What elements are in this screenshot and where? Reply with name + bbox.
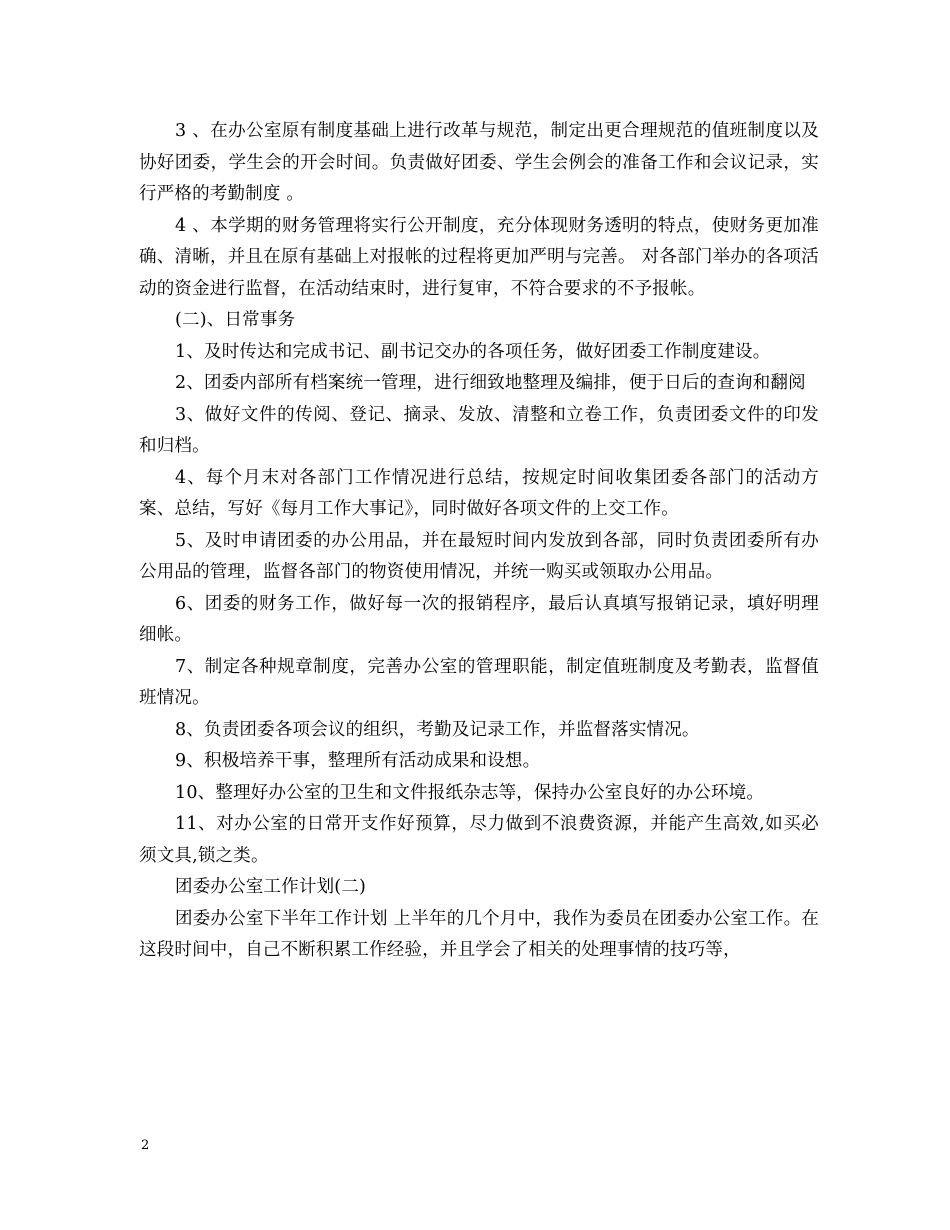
list-item-9: 9、积极培养干事，整理所有活动成果和设想。 [175,751,541,771]
list-item-6: 6、团委的财务工作，做好每一次的报销程序，最后认真填写报销记录，填好明理细帐。 [139,593,819,645]
document-body [139,116,819,967]
paragraph-office-system-reform: 3 、在办公室原有制度基础上进行改革与规范，制定出更合理规范的值班制度以及协好团委，学生会的开会时间。负责做好团委、学生会例会的准备工作和会议记录，实行严格的考勤制度 。 [139,121,819,204]
paragraph-financial-management: 4 、本学期的财务管理将实行公开制度，充分体现财务透明的特点，使财务更加准确、清晰，并且在原有基础上对报帐的过程将更加严明与完善。 对各部门举办的各项活动的资金进行监督，在活动结束时，进行复审，不符合要求的不予报帐。 [139,215,819,299]
list-item-11: 11、对办公室的日常开支作好预算，尽力做到不浪费资源，并能产生高效,如买必须文具,锁之类。 [139,814,819,866]
list-item-7: 7、制定各种规章制度，完善办公室的管理职能，制定值班制度及考勤表，监督值班情况。 [139,656,819,708]
list-item-10: 10、整理好办公室的卫生和文件报纸杂志等，保持办公室良好的办公环境。 [175,782,765,803]
list-item-2: 2、团委内部所有档案统一管理，进行细致地整理及编排，便于日后的查询和翻阅 [175,373,806,393]
section-title-work-plan-two: 团委办公室工作计划(二) [175,877,367,897]
page-number: 2 [141,1138,150,1153]
list-item-8: 8、负责团委各项会议的组织，考勤及记录工作，并监督落实情况。 [175,719,700,740]
list-item-4: 4、每个月末对各部门工作情况进行总结，按规定时间收集团委各部门的活动方案、总结，写好《每月工作大事记》，同时做好各项文件的上交工作。 [139,467,819,519]
section-heading-daily-affairs: (二)、日常事务 [175,310,296,330]
list-item-5: 5、及时申请团委的办公用品，并在最短时间内发放到各部，同时负责团委所有办公用品的管理，监督各部门的物资使用情况，并统一购买或领取办公用品。 [139,530,819,582]
list-item-3: 3、做好文件的传阅、登记、摘录、发放、清整和立卷工作，负责团委文件的印发和归档。 [139,404,819,456]
list-item-1: 1、及时传达和完成书记、副书记交办的各项任务，做好团委工作制度建设。 [175,341,771,362]
paragraph-work-plan-intro: 团委办公室下半年工作计划 上半年的几个月中，我作为委员在团委办公室工作。在这段时间中，自己不断积累工作经验，并且学会了相关的处理事情的技巧等， [139,908,819,960]
